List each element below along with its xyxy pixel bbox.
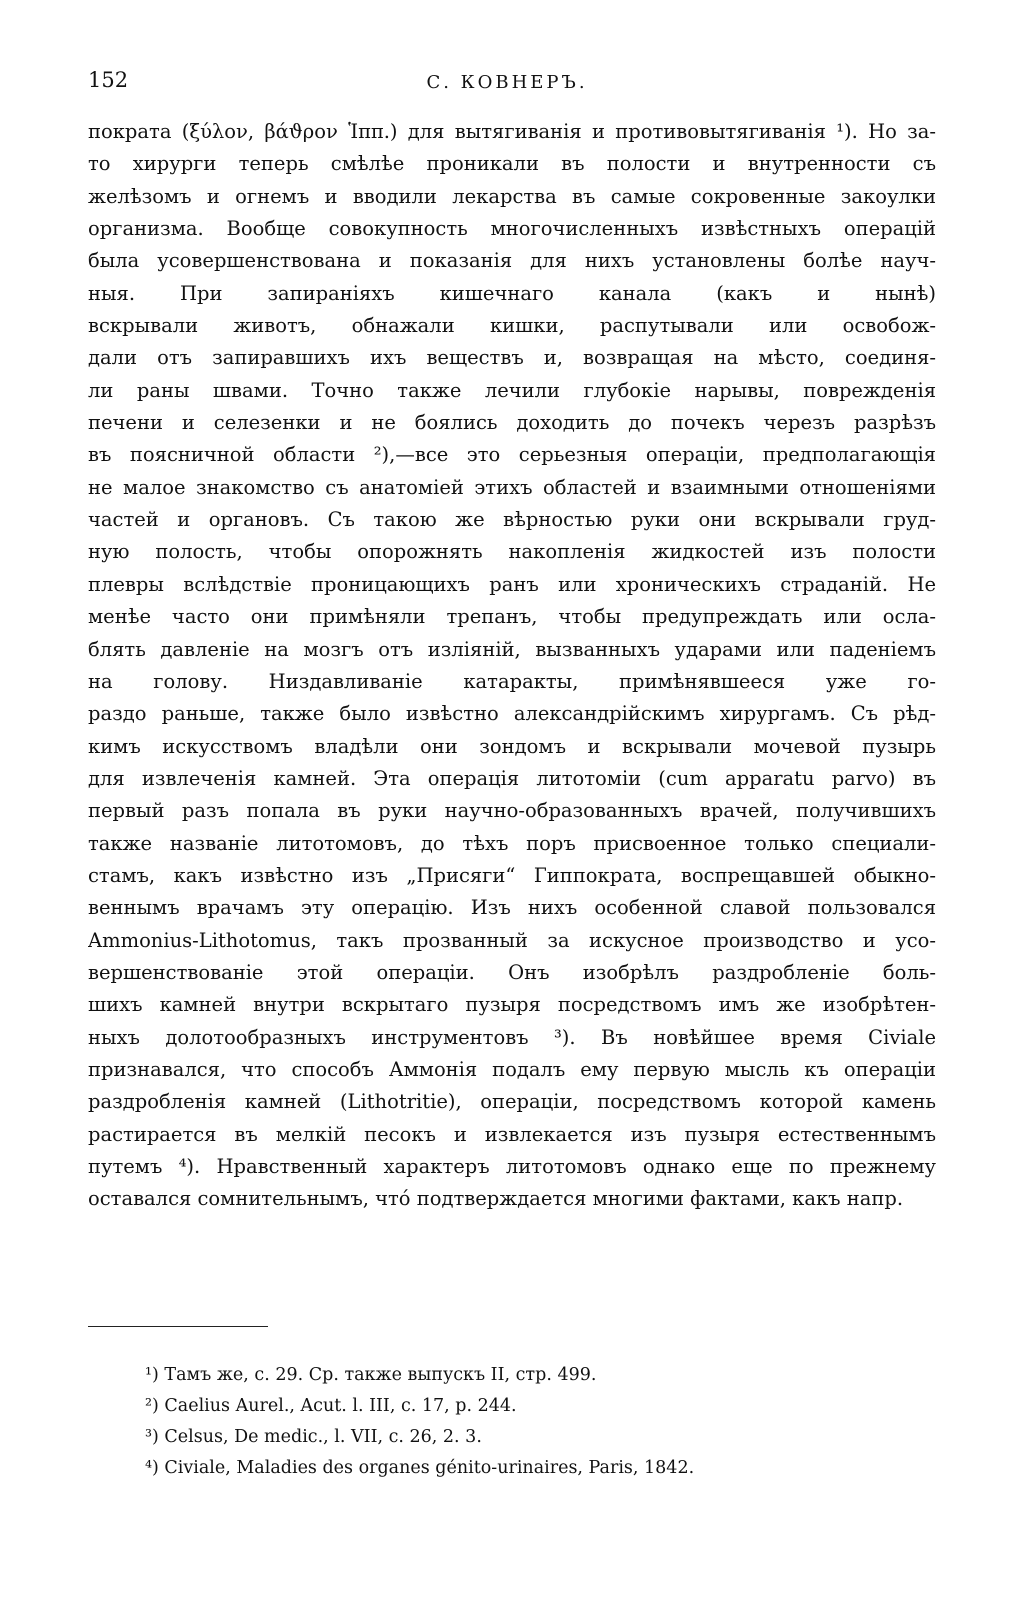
body-line: оставался сомнительнымъ, чтó подтверждается многими фактами, какъ напр. xyxy=(88,1187,904,1211)
body-line: ныхъ долотообразныхъ инструментовъ ³). Въ новѣйшее время Civiale xyxy=(88,1025,936,1049)
body-line: веннымъ врачамъ эту операцію. Изъ нихъ особенной славой пользовался xyxy=(88,896,936,920)
body-line: частей и органовъ. Съ такою же вѣрностью руки они вскрывали груд- xyxy=(88,508,936,532)
body-line: первый разъ попала въ руки научно-образованныхъ врачей, получившихъ xyxy=(88,799,936,823)
body-line: также названіе литотомовъ, до тѣхъ поръ присвоенное только специали- xyxy=(88,831,936,855)
body-line: желѣзомъ и огнемъ и вводили лекарства въ самые сокровенные закоулки xyxy=(88,184,936,208)
body-line: вершенствованіе этой операціи. Онъ изобрѣлъ раздробленіе боль- xyxy=(88,960,936,984)
body-line: вскрывали животъ, обнажали кишки, распутывали или освобож- xyxy=(88,314,936,338)
running-head: С. КОВНЕРЪ. xyxy=(426,72,588,93)
body-line: для извлеченія камней. Эта операція литотоміи (cum apparatu parvo) въ xyxy=(88,766,936,790)
body-text xyxy=(88,116,936,1216)
footnote: ²) Caelius Aurel., Acut. l. III, c. 17, p. 244. xyxy=(145,1396,517,1416)
body-line: растирается въ мелкій песокъ и извлекается изъ пузыря естественнымъ xyxy=(88,1122,936,1146)
footnote-separator xyxy=(88,1326,268,1327)
body-line: шихъ камней внутри вскрытаго пузыря посредствомъ имъ же изобрѣтен- xyxy=(88,993,936,1017)
body-line: въ поясничной области ²),—все это серьезныя операціи, предполагающія xyxy=(88,443,936,467)
body-line: путемъ ⁴). Нравственный характеръ литотомовъ однако еще по прежнему xyxy=(88,1155,936,1178)
body-line: пократа (ξύλον, βάϑρον Ἱππ.) для вытягиванія и противовытягиванія ¹). Но за- xyxy=(88,120,936,143)
body-line: организма. Вообще совокупность многочисленныхъ извѣстныхъ операцій xyxy=(88,217,936,241)
footnote: ¹) Тамъ же, с. 29. Ср. также выпускъ II, стр. 499. xyxy=(145,1365,597,1385)
body-line: не малое знакомство съ анатоміей этихъ областей и взаимными отношеніями xyxy=(88,475,936,499)
body-line: признавался, что способъ Аммонія подалъ ему первую мысль къ операціи xyxy=(88,1057,936,1081)
body-line: на голову. Низдавливаніе катаракты, примѣнявшееся уже го- xyxy=(88,669,936,693)
body-line: блять давленіе на мозгъ отъ изліяній, вызванныхъ ударами или паденіемъ xyxy=(88,637,936,661)
body-line: ли раны швами. Точно также лечили глубокіе нарывы, поврежденія xyxy=(88,378,936,402)
body-line: плевры вслѣдствіе проницающихъ ранъ или хроническихъ страданій. Не xyxy=(88,572,936,596)
body-line: была усовершенствована и показанія для нихъ установлены болѣе науч- xyxy=(88,249,936,273)
body-line: ную полость, чтобы опорожнять накопленія жидкостей изъ полости xyxy=(88,540,936,564)
body-line: кимъ искусствомъ владѣли они зондомъ и вскрывали мочевой пузырь xyxy=(88,734,936,758)
body-line: раздо раньше, также было извѣстно александрійскимъ хирургамъ. Съ рѣд- xyxy=(88,702,936,726)
body-line: стамъ, какъ извѣстно изъ „Присяги“ Гиппократа, воспрещавшей обыкно- xyxy=(88,863,936,887)
body-line: ныя. При запираніяхъ кишечнаго канала (какъ и нынѣ) xyxy=(88,281,936,305)
footnote: ⁴) Civiale, Maladies des organes génito-urinaires, Paris, 1842. xyxy=(145,1458,695,1478)
body-line: то хирурги теперь смѣлѣе проникали въ полости и внутренности съ xyxy=(88,152,936,176)
body-line: Ammonius-Lithotomus, такъ прозванный за искусное производство и усо- xyxy=(88,928,936,952)
footnotes xyxy=(145,1360,694,1484)
body-line: печени и селезенки и не боялись доходить до почекъ черезъ разрѣзъ xyxy=(88,411,936,435)
footnote: ³) Celsus, De medic., l. VII, c. 26, 2. 3. xyxy=(145,1427,482,1447)
body-line: менѣе часто они примѣняли трепанъ, чтобы предупреждать или осла- xyxy=(88,605,936,629)
body-line: раздробленія камней (Lithotritie), операціи, посредствомъ которой камень xyxy=(88,1090,936,1114)
body-line: дали отъ запиравшихъ ихъ веществъ и, возвращая на мѣсто, соединя- xyxy=(88,346,936,370)
page-number: 152 xyxy=(88,68,129,92)
